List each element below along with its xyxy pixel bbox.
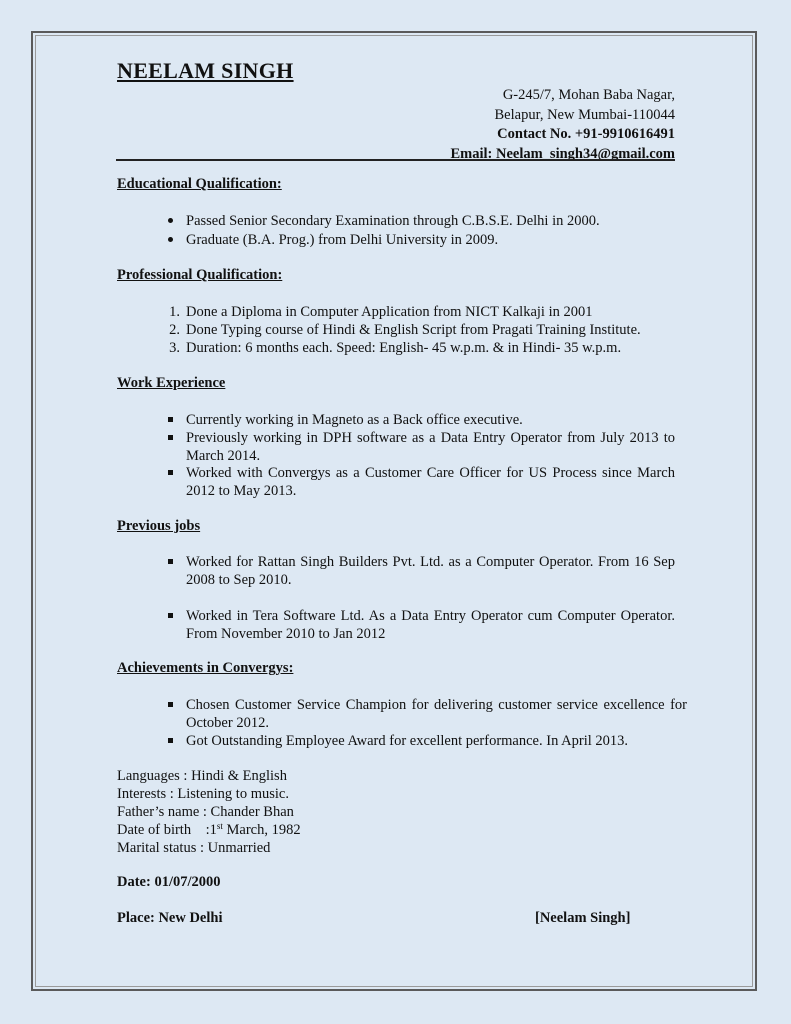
education-heading: Educational Qualification: <box>117 176 282 192</box>
candidate-name: NEELAM SINGH <box>117 58 294 83</box>
work-item: Currently working in Magneto as a Back office executive. <box>186 412 523 428</box>
professional-heading: Professional Qualification: <box>117 267 283 283</box>
bullet-square-icon <box>161 429 179 447</box>
previous-job-item: Worked for Rattan Singh Builders Pvt. Ltd. as a Computer Operator. From 16 Sep 2008 to Sep 2010. <box>186 554 675 588</box>
work-experience-heading: Work Experience <box>117 375 226 391</box>
bullet-square-icon <box>161 696 179 714</box>
languages: Languages : Hindi & English <box>117 768 287 784</box>
dob-value: March, 1982 <box>222 822 301 838</box>
contact-block <box>450 86 675 164</box>
work-item: Worked with Convergys as a Customer Care Officer for US Process since March 2012 to May 2013. <box>186 465 675 499</box>
education-item: Graduate (B.A. Prog.) from Delhi University in 2009. <box>186 232 499 248</box>
achievements-heading: Achievements in Convergys: <box>117 660 294 676</box>
dob-label: Date of birth :1 <box>117 822 217 838</box>
bullet-dot-icon <box>161 231 179 249</box>
bullet-square-icon <box>161 607 179 625</box>
bullet-square-icon <box>161 464 179 482</box>
email-address: Email: Neelam_singh34@gmail.com <box>450 145 675 162</box>
professional-item: Done Typing course of Hindi & English Script from Pragati Training Institute. <box>186 322 641 338</box>
address-line-1: G-245/7, Mohan Baba Nagar, <box>502 87 675 103</box>
header-divider <box>116 159 675 161</box>
date: Date: 01/07/2000 <box>117 874 221 890</box>
dob-ordinal: st <box>216 821 223 831</box>
bullet-square-icon <box>161 411 179 429</box>
list-number: 1. <box>169 304 180 320</box>
achievement-item: Chosen Customer Service Champion for delivering customer service excellence for October 2012. <box>186 697 687 731</box>
bullet-dot-icon <box>161 212 179 230</box>
bullet-square-icon <box>161 553 179 571</box>
previous-jobs-heading: Previous jobs <box>117 518 201 534</box>
list-number: 2. <box>169 322 180 338</box>
fathers-name: Father’s name : Chander Bhan <box>117 804 294 820</box>
list-number: 3. <box>169 340 180 356</box>
professional-item: Duration: 6 months each. Speed: English- 45 w.p.m. & in Hindi- 35 w.p.m. <box>186 340 622 356</box>
education-item: Passed Senior Secondary Examination through C.B.S.E. Delhi in 2000. <box>186 213 600 229</box>
address-line-2: Belapur, New Mumbai-110044 <box>494 106 675 123</box>
signature-name: [Neelam Singh] <box>535 910 631 926</box>
achievement-item: Got Outstanding Employee Award for excellent performance. In April 2013. <box>186 733 629 749</box>
work-item: Previously working in DPH software as a Data Entry Operator from July 2013 to March 2014. <box>186 430 675 464</box>
bullet-square-icon <box>161 732 179 750</box>
previous-job-item: Worked in Tera Software Ltd. As a Data Entry Operator cum Computer Operator. From November 2010 to Jan 2012 <box>186 608 675 642</box>
contact-number: Contact No. +91-9910616491 <box>497 126 675 142</box>
professional-item: Done a Diploma in Computer Application from NICT Kalkaji in 2001 <box>186 304 593 320</box>
date-of-birth <box>117 821 301 839</box>
place: Place: New Delhi <box>117 910 223 926</box>
marital-status: Marital status : Unmarried <box>117 840 271 856</box>
interests: Interests : Listening to music. <box>117 786 289 802</box>
